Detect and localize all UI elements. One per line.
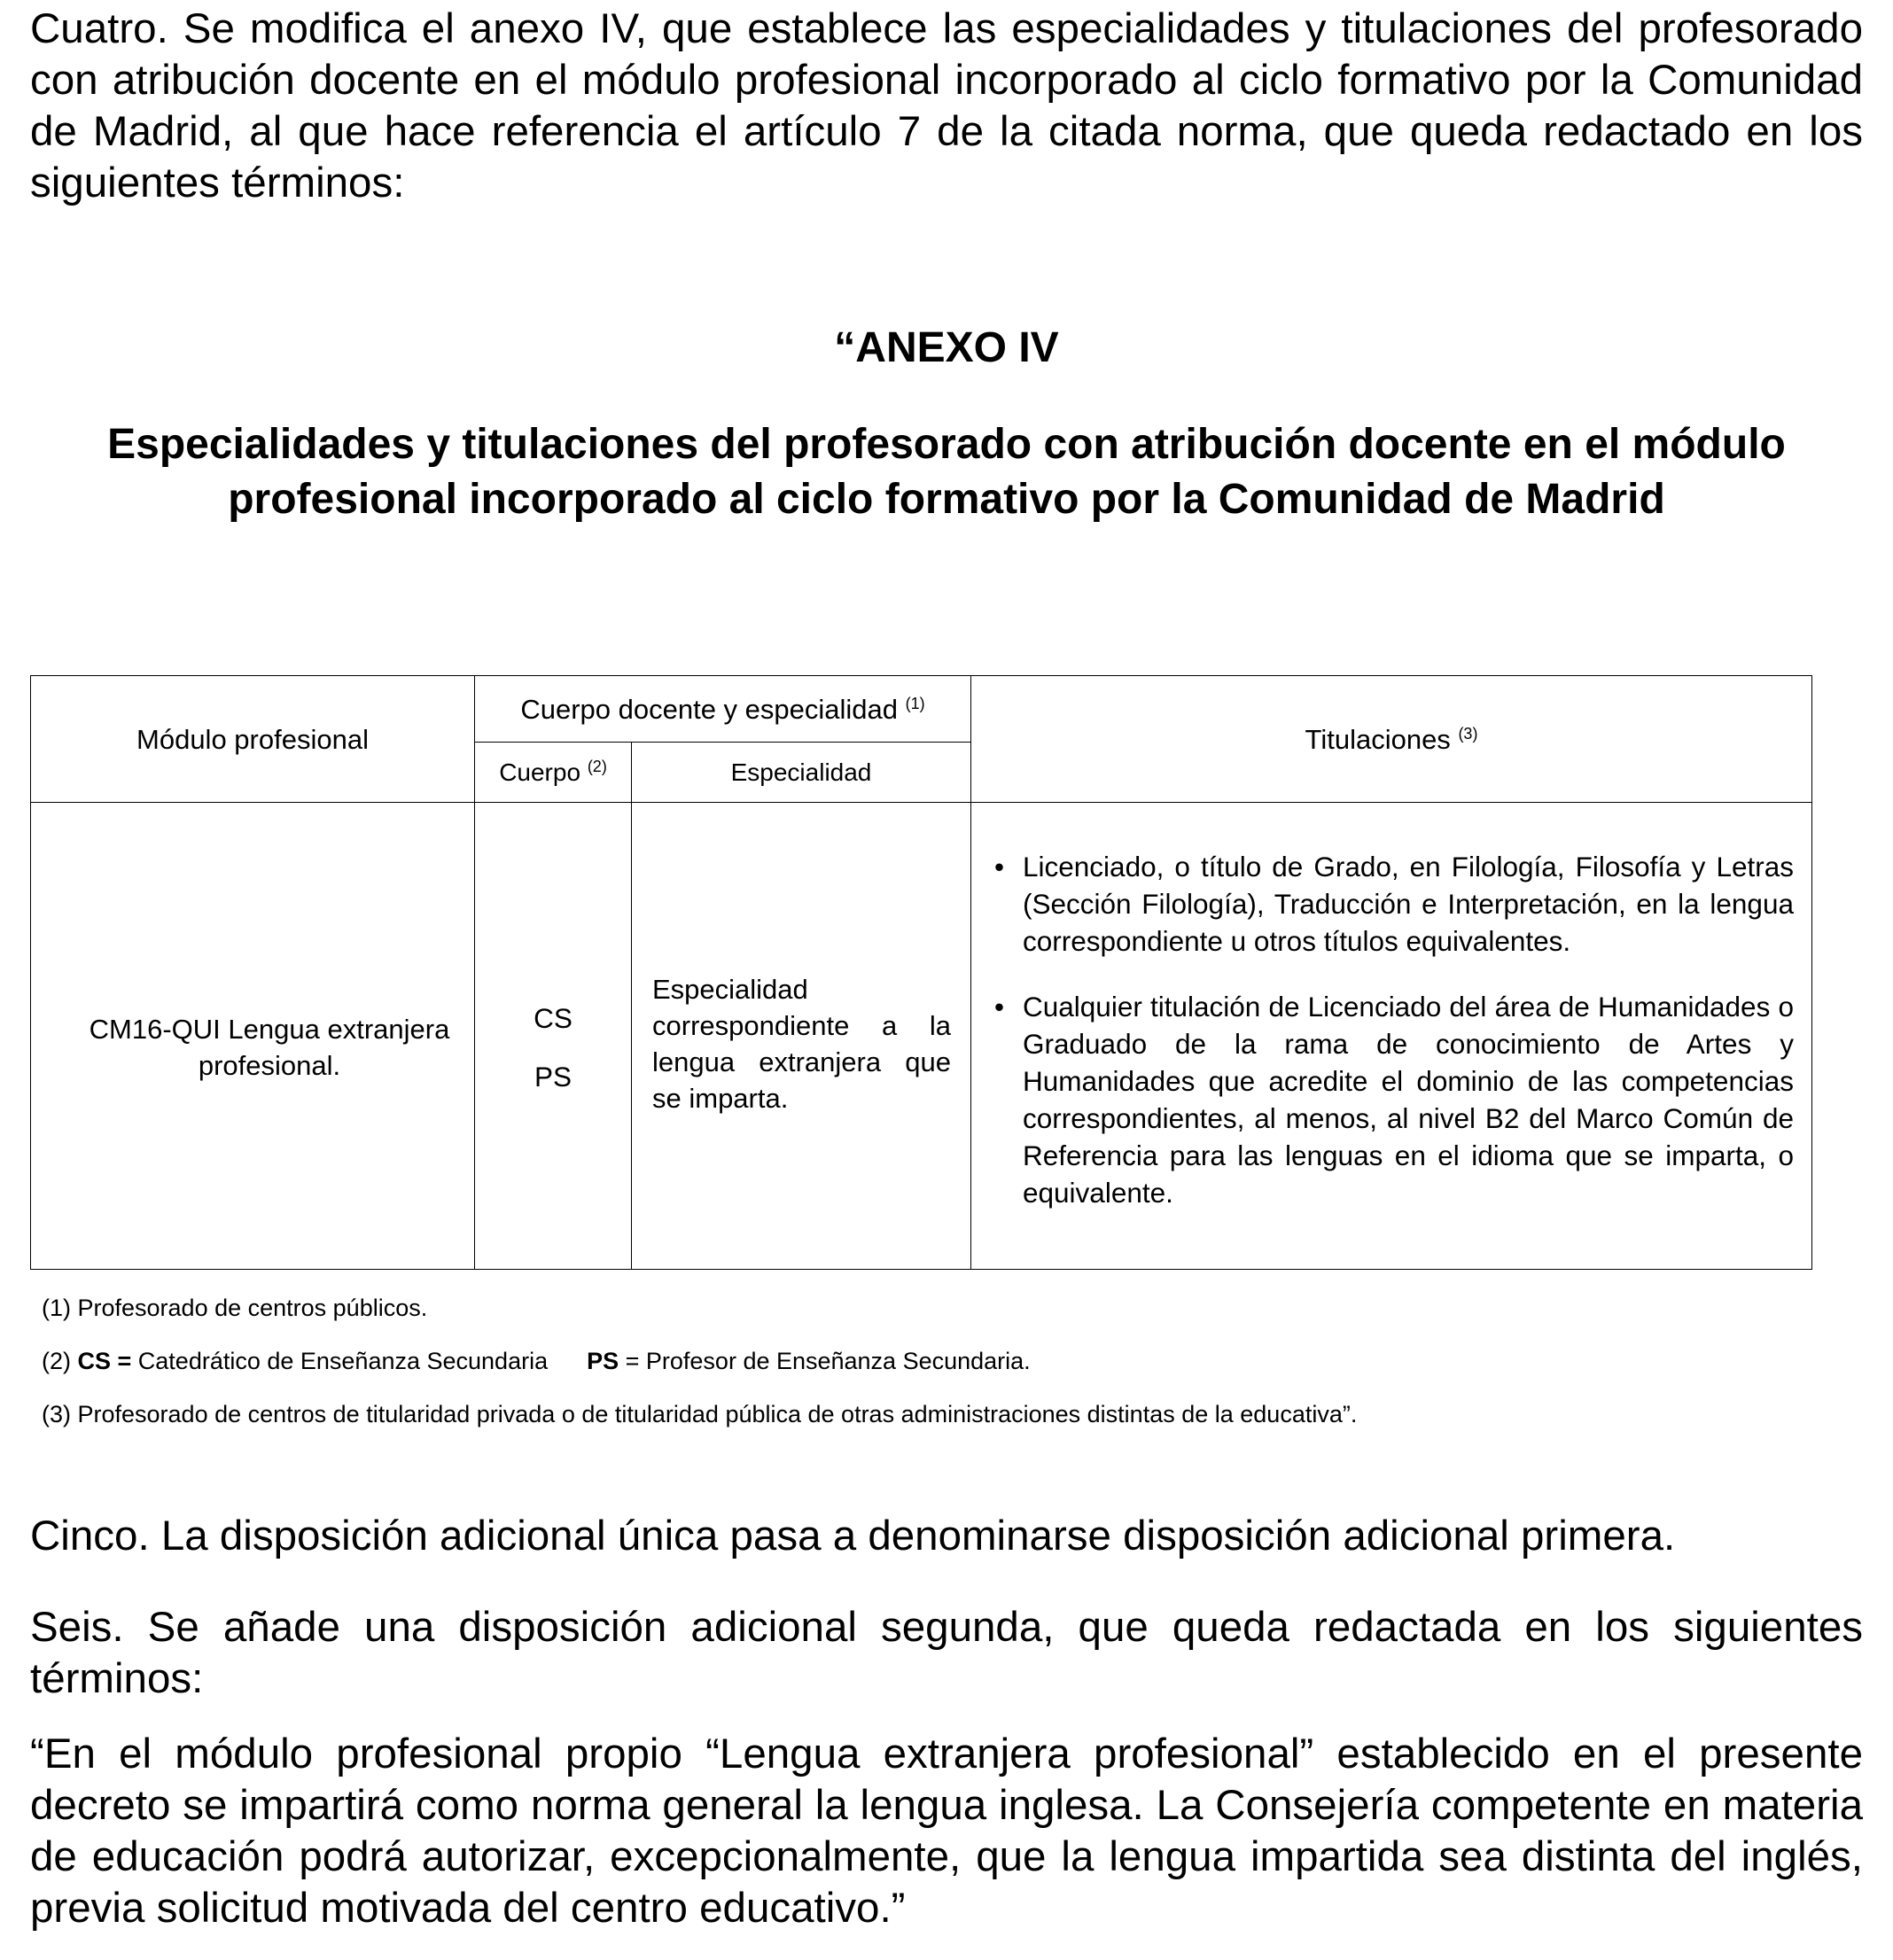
paragraph-cinco: Cinco. La disposición adicional única pasa a denominarse disposición adicional primera. — [30, 1513, 1676, 1559]
paragraph-quote: “En el módulo profesional propio “Lengua extranjera profesional” establecido en el presente decreto se impartirá como norma general la lengua inglesa. La Consejería competente en materia de educación podrá autorizar, excepcionalmente, que la lengua impartida sea distinta del inglés, previa solicitud motivada del centro educativo.” — [30, 1731, 1863, 1932]
paragraph-cuatro: Cuatro. Se modifica el anexo IV, que establece las especialidades y titulaciones del profesorado con atribución docente en el módulo profesional incorporado al ciclo formativo por la Comunidad de Madrid, al que hace referencia el artículo 7 de la citada norma, que queda redactado en los siguientes términos: — [30, 5, 1863, 206]
cell-titulaciones — [971, 803, 1812, 1270]
table-row — [31, 803, 1812, 1270]
bullet-icon: • — [994, 850, 1005, 883]
titulacion-text: Licenciado, o título de Grado, en Filología, Filosofía y Letras (Sección Filología), Traducción e Interpretación, en la lengua correspondiente u otros títulos equivalentes. — [1023, 850, 1794, 957]
note-2: (2) CS = Catedrático de Enseñanza Secundaria PS = Profesor de Enseñanza Secundaria. — [42, 1348, 1031, 1374]
table-notes — [42, 1294, 1357, 1453]
header-especialidad: Especialidad — [632, 743, 971, 803]
header-cuerpo: Cuerpo $^{(2)}$ — [475, 743, 632, 803]
annex-heading-line1: Especialidades y titulaciones del profesorado con atribución docente en el módulo — [107, 421, 1786, 468]
cuerpo-ps: PS — [534, 1060, 573, 1093]
header-titulaciones: Titulaciones $^{(3)}$ — [971, 676, 1812, 803]
list-item — [994, 988, 1794, 1211]
annex-title: “ANEXO IV — [834, 324, 1059, 371]
note-3: (3) Profesorado de centros de titularidad privada o de titularidad pública de otras administraciones distintas de la educativa”. — [42, 1401, 1358, 1427]
cuerpo-cs: CS — [534, 1001, 573, 1034]
cell-especialidad: Especialidad correspondiente a la lengua extranjera que se imparta. — [632, 803, 971, 1270]
annex-table — [30, 675, 1812, 1270]
document-page — [30, 0, 1863, 1932]
note-1: (1) Profesorado de centros públicos. — [42, 1295, 428, 1321]
titulacion-text: Cualquier titulación de Licenciado del área de Humanidades o Graduado de la rama de conocimiento de Artes y Humanidades que acredite el dominio de las competencias correspondientes, al menos, al nivel B2 del Marco Común de Referencia para las lenguas en el idioma que se imparta, o equivalente. — [1023, 990, 1794, 1209]
header-cuerpo-especialidad: Cuerpo docente y especialidad $^{(1)}$ — [475, 676, 971, 743]
header-modulo: Módulo profesional — [31, 676, 475, 803]
annex-heading-line2: profesional incorporado al ciclo formativo por la Comunidad de Madrid — [228, 476, 1665, 523]
paragraph-seis: Seis. Se añade una disposición adicional segunda, que queda redactada en los siguientes términos: — [30, 1604, 1863, 1702]
cell-cuerpo — [475, 803, 632, 1270]
cell-modulo: CM16-QUI Lengua extranjera profesional. — [31, 803, 475, 1270]
bullet-icon: • — [994, 990, 1005, 1023]
list-item — [994, 848, 1794, 960]
